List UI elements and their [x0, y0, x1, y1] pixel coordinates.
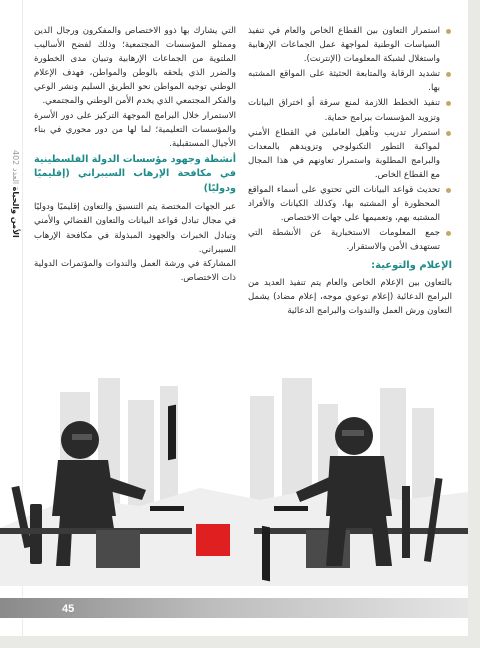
paragraph: عبر الجهات المختصة يتم التنسيق والتعاون إقليميًا ودوليًا في مجال تبادل قواعد البيانات والتعاون القضائي والأمني وتبادل الخبرات والجهود المبذولة في مكافحة الإرهاب السيبراني.	[34, 202, 236, 255]
sidebar-issue: العدد 402	[11, 150, 20, 185]
page-number: 45	[62, 603, 75, 615]
cyber-terrorists-illustration	[0, 378, 468, 586]
bullet-list	[248, 24, 452, 255]
media-heading: الإعلام والتوعية:	[371, 259, 452, 271]
bullet-item: استمرار تدريب وتأهيل العاملين في القطاع الأمني لمواكبة التطور التكنولوجي وتزويدهم بالمعدات والبرامج المطلوبة واستمرار تعاونهم في هذا المجال مع القطاع الخاص.	[248, 126, 452, 182]
bullet-item: جمع المعلومات الاستخبارية عن الأنشطة التي تستهدف الأمن والاستقرار.	[248, 226, 452, 254]
media-paragraph: بالتعاون بين الإعلام الخاص والعام يتم تنفيذ العديد من البرامج الدعائية (إعلام توعوي موجه، إعلام مضاد) يشمل التعاون ورش العمل والندوات والبرامج الدعائية	[248, 277, 452, 316]
sidebar-running-title	[2, 150, 20, 238]
bullet-item: استمرار التعاون بين القطاع الخاص والعام في تنفيذ السياسات الوطنية لمواجهة عمل الجماعات الإرهابية واستغلال لشبكة المعلومات (الإنترنت).	[248, 24, 452, 66]
section-heading: أنشطة وجهود مؤسسات الدولة الفلسطينية في مكافحة الإرهاب السيبراني (إقليميًا ودوليًا)	[34, 153, 236, 194]
red-package	[196, 524, 230, 556]
paragraph: المشاركة في ورشة العمل والندوات والمؤتمرات الدولية ذات الاختصاص.	[34, 258, 236, 283]
sidebar-title: الأمن والحياة	[11, 186, 20, 238]
left-computer-tower	[96, 530, 140, 568]
bullet-item: تنفيذ الخطط اللازمة لمنع سرقة أو اختراق البيانات وتزويد المؤسسات ببرامج حماية.	[248, 96, 452, 124]
left-column	[34, 24, 236, 285]
paragraph: التي يشارك بها ذوو الاختصاص والمفكرون ورجال الدين وممثلو المؤسسات المجتمعية؛ وذلك لفضح الأساليب الملتوية من الجماعات الإرهابية وتبيان مدى الخطورة والضرر الذي يلحقه بالوطن والمواطن، فهدف الإعلام الوطني توجيه المواطن نحو الطريق السليم ونشر الوعي والفكر المجتمعي الذي يخدم الأمن الوطني والمجتمعي.	[34, 26, 236, 107]
right-monitor	[262, 526, 270, 582]
right-desk	[254, 528, 468, 534]
left-keyboard	[150, 506, 184, 511]
paragraph: الاستمرار خلال البرامج الموجهة التركيز على دور الأسرة والمؤسسات التعليمية؛ لما لها من دور محوري في بناء الأجيال المستقبلية.	[34, 110, 236, 149]
left-soldier-goggles	[72, 434, 92, 440]
bullet-item: تحديث قواعد البيانات التي تحتوي على أسماء المواقع المحظورة أو المشتبه بها، وكذلك الكيانات والأفراد المشتبه بهم، وتعميمها على جهات الاختصاص.	[248, 183, 452, 225]
bullet-item: تشديد الرقابة والمتابعة الحثيثة على المواقع المشتبه بها.	[248, 67, 452, 95]
right-soldier-goggles	[342, 430, 364, 436]
left-monitor	[168, 405, 176, 461]
right-keyboard	[274, 506, 308, 511]
right-column	[248, 24, 452, 318]
